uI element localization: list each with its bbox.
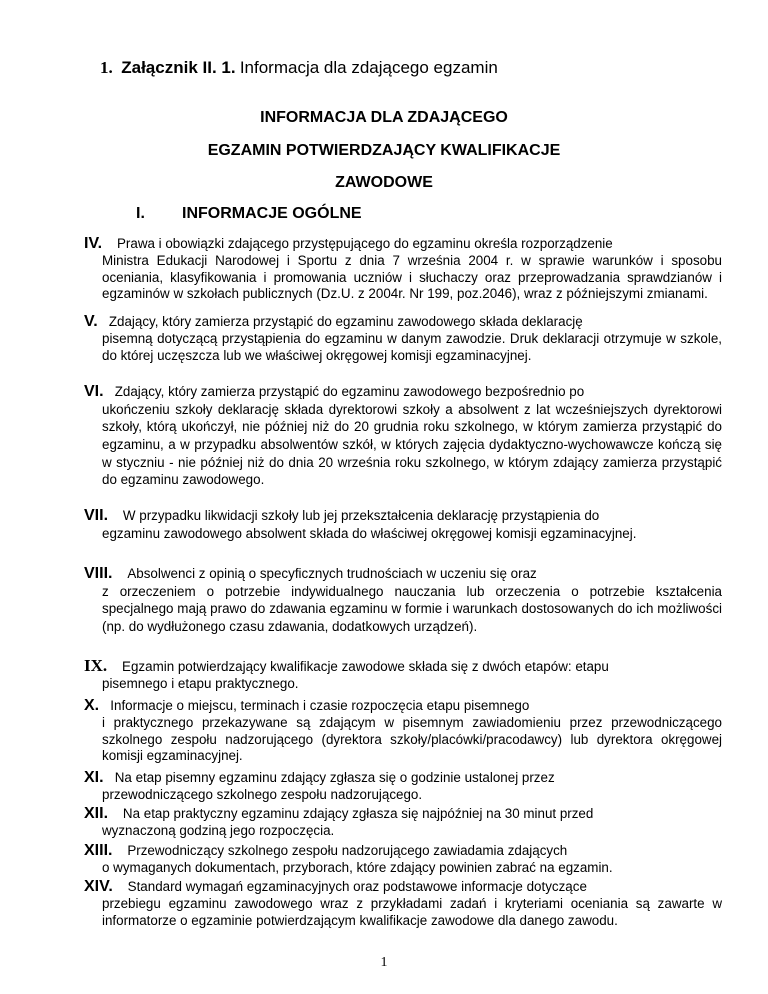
item-lead: Egzamin potwierdzający kwalifikacje zawodowe składa się z dwóch etapów: etapu xyxy=(122,659,609,674)
attachment-number: 1. xyxy=(100,58,113,77)
item-body: z orzeczeniem o potrzebie indywidualnego nauczania lub orzeczenia o potrzebie kształcenia specjalnego mają prawo do zdawania egzaminu w formie i warunkach dostosowanych do ich możliwości (np. do wydłużonego czasu zdawania, dodatkowych urządzeń). xyxy=(102,583,722,634)
item-lead: Informacje o miejscu, terminach i czasie rozpoczęcia etapu pisemnego xyxy=(110,698,530,713)
section-title: INFORMACJE OGÓLNE xyxy=(182,205,362,222)
list-item xyxy=(84,843,722,877)
item-body: Ministra Edukacji Narodowej i Sportu z dnia 7 września 2004 r. w sprawie warunków i sposobu oceniania, klasyfikowania i promowania uczniów i słuchaczy oraz przeprowadzania sprawdzianów i egzaminów w szkołach publicznych (Dz.U. z 2004r. Nr 199, poz.2046), wraz z późniejszymi zmianami. xyxy=(102,252,722,302)
title-line-2: EGZAMIN POTWIERDZAJĄCY KWALIFIKACJE xyxy=(207,142,561,159)
item-numeral: VII. xyxy=(84,507,109,524)
item-numeral: IV. xyxy=(84,235,103,252)
item-lead: Prawa i obowiązki zdającego przystępującego do egzaminu określa rozporządzenie xyxy=(116,236,613,251)
item-lead: Zdający, który zamierza przystąpić do egzaminu zawodowego bezpośrednio po xyxy=(114,384,585,399)
list-item xyxy=(84,879,722,929)
item-body: przebiegu egzaminu zawodowego wraz z przykładami zadań i kryteriami oceniania są zawarte w informatorze o egzaminie potwierdzającym kwalifikacje zawodowe dla danego zawodu. xyxy=(102,895,722,928)
item-lead: Zdający, który zamierza przystąpić do egzaminu zawodowego składa deklarację xyxy=(108,314,583,329)
item-body: pisemnego i etapu praktycznego. xyxy=(102,675,299,691)
item-numeral: XIV. xyxy=(84,878,113,895)
list-item xyxy=(84,314,722,364)
item-numeral: V. xyxy=(84,313,98,330)
attachment-label: Załącznik II. 1. xyxy=(121,58,236,77)
item-numeral: VI. xyxy=(84,383,104,400)
list-item xyxy=(84,566,722,636)
item-numeral: XII. xyxy=(84,805,109,822)
item-lead: Standard wymagań egzaminacyjnych oraz podstawowe informacje dotyczące xyxy=(127,879,587,894)
item-numeral: VIII. xyxy=(84,565,113,582)
list-item xyxy=(84,236,722,303)
list-item xyxy=(84,658,722,693)
item-numeral: XIII. xyxy=(84,842,113,859)
list-item xyxy=(84,806,722,840)
item-body: pisemną dotyczącą przystąpienia do egzaminu w danym zawodzie. Druk deklaracji otrzymuje w szkole, do której uczęszcza lub we właściwej okręgowej komisji egzaminacyjnej. xyxy=(102,330,722,363)
item-body: egzaminu zawodowego absolwent składa do właściwej okręgowej komisji egzaminacyjnej. xyxy=(102,525,637,541)
list-item xyxy=(84,384,722,489)
list-item xyxy=(84,770,722,804)
item-lead: Absolwenci z opinią o specyficznych trudnościach w uczeniu się oraz xyxy=(127,566,537,581)
item-body: i praktycznego przekazywane są zdającym w pisemnym zawiadomieniu przez przewodniczącego szkolnego zespołu nadzorującego (dyrektora szkoły/placówki/pracodawcy) lub dyrektora okręgowej komisji egzaminacyjnej. xyxy=(102,714,722,764)
item-lead: Przewodniczący szkolnego zespołu nadzorującego zawiadamia zdających xyxy=(127,843,568,858)
item-body: o wymaganych dokumentach, przyborach, które zdający powinien zabrać na egzamin. xyxy=(102,859,613,875)
list-item xyxy=(84,698,722,765)
attachment-header xyxy=(100,58,498,78)
item-lead: Na etap pisemny egzaminu zdający zgłasza się o godzinie ustalonej przez xyxy=(114,770,555,785)
item-lead: W przypadku likwidacji szkoły lub jej przekształcenia deklarację przystąpienia do xyxy=(122,508,600,523)
section-heading xyxy=(136,205,362,223)
item-numeral: X. xyxy=(84,697,100,714)
title-line-3: ZAWODOWE xyxy=(335,174,433,191)
attachment-text: Informacja dla zdającego egzamin xyxy=(239,58,498,77)
item-body: wyznaczoną godziną jego rozpoczęcia. xyxy=(102,822,335,838)
item-lead: Na etap praktyczny egzaminu zdający zgłasza się najpóźniej na 30 minut przed xyxy=(122,806,594,821)
page-number: 1 xyxy=(380,955,388,970)
item-numeral: XI. xyxy=(84,769,104,786)
title-line-1: INFORMACJA DLA ZDAJĄCEGO xyxy=(260,109,508,126)
item-body: ukończeniu szkoły deklarację składa dyrektorowi szkoły a absolwent z lat wcześniejszych dyrektorowi szkoły, którą ukończył, nie później niż do 20 grudnia roku szkolnego, w którym zamierza przystąpić do egzaminu, a w przypadku absolwentów szkół, w których zajęcia dydaktyczno-wychowawcze kończą się w styczniu - nie później niż do dnia 20 września roku szkolnego, w którym zdający zamierza przystąpić do egzaminu zawodowego. xyxy=(102,401,722,488)
item-body: przewodniczącego szkolnego zespołu nadzorującego. xyxy=(102,786,423,802)
section-numeral: I. xyxy=(136,205,145,222)
item-numeral: IX. xyxy=(84,656,108,675)
list-item xyxy=(84,508,722,542)
